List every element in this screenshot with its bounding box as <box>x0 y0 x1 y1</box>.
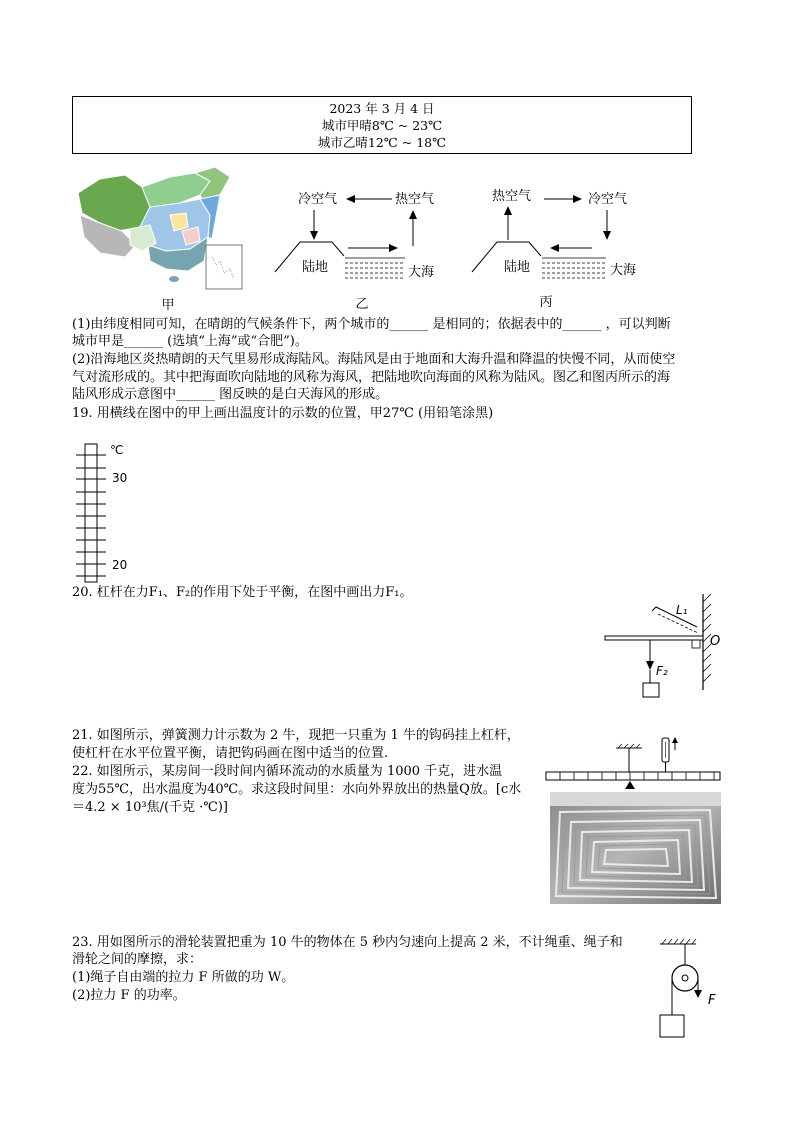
fulcrum-triangle <box>625 781 635 789</box>
q23-sub1: (1)绳子自由端的拉力 F 所做的功 W。 <box>72 970 295 985</box>
sea-breeze-figure-bing <box>464 180 654 312</box>
thermometer-figure <box>70 440 140 586</box>
lever-figure-q20 <box>600 590 730 702</box>
weight-block <box>643 683 659 697</box>
yi-cold-air-label: 冷空气 <box>298 192 338 207</box>
q22-line2: 度为55℃，出水温度为40℃。求这段时间里：水向外界放出的热量Q放。[c水 <box>72 782 522 797</box>
bing-cold-air-label: 冷空气 <box>588 192 628 207</box>
q19-text: 19. 用横线在图中的甲上画出温度计的示数的位置，甲27℃ (用铅笔涂黑) <box>72 406 494 421</box>
china-map-figure <box>70 165 245 315</box>
q23-sub2: (2)拉力 F 的功率。 <box>72 988 186 1003</box>
weather-city-a: 城市甲晴8℃ ~ 23℃ <box>321 118 443 133</box>
q22-line1: 22. 如图所示，某房间一段时间内循环流动的水质量为 1000 千克，进水温 <box>72 764 503 779</box>
force-f-label: F <box>708 993 716 1008</box>
floor-heating-photo <box>550 792 721 904</box>
yi-land-label: 陆地 <box>302 260 329 275</box>
thermometer-unit: ℃ <box>110 443 124 457</box>
pulley-load-block <box>660 1015 684 1037</box>
q23-line2: 滑轮之间的摩擦，求： <box>72 952 203 967</box>
bing-land-label: 陆地 <box>504 260 531 275</box>
force-f2-label: F₂ <box>656 664 668 678</box>
lever-arm-l1 <box>652 607 697 627</box>
pulley-figure <box>652 934 732 1044</box>
right-angle-mark <box>692 640 700 648</box>
bing-sea-water <box>542 258 606 278</box>
q18-p2-line3: 陆风形成示意图中______ 图反映的是白天海风的形成。 <box>72 387 389 402</box>
thermometer-tick-20: 20 <box>112 558 128 572</box>
hainan-island <box>169 276 179 282</box>
q23-line1: 23. 用如图所示的滑轮装置把重为 10 牛的物体在 5 秒内匀速向上提高 2 米，不计绳重、绳子和 <box>72 935 623 950</box>
q18-p2-line1: (2)沿海地区炎热晴朗的天气里易形成海陆风。海陆风是由于地面和大海升温和降温的快慢不同，从而使空 <box>72 352 676 367</box>
weather-city-b: 城市乙晴12℃ ~ 18℃ <box>317 135 447 150</box>
q21-line1: 21. 如图所示，弹簧测力计示数为 2 牛，现把一只重为 1 牛的钩码挂上杠杆， <box>72 728 520 743</box>
yi-label: 乙 <box>355 297 369 312</box>
bing-sea-label: 大海 <box>610 263 637 278</box>
pivot-o-label: O <box>710 634 721 649</box>
thermometer-tick-30: 30 <box>112 471 128 485</box>
q20-text: 20. 杠杆在力F₁、F₂的作用下处于平衡，在图中画出力F₁。 <box>72 585 413 600</box>
weather-table <box>72 96 692 154</box>
thermometer-tube <box>85 444 97 582</box>
ruler-lever <box>546 772 720 780</box>
sea-breeze-figure-yi <box>270 180 450 312</box>
bing-label: 丙 <box>539 295 553 310</box>
jia-label: 甲 <box>161 298 175 313</box>
q22-line3: ＝4.2 × 10³焦/(千克 ·℃)] <box>72 800 228 815</box>
yi-sea-label: 大海 <box>408 265 435 280</box>
q18-p1-line1: (1)由纬度相同可知，在晴朗的气候条件下，两个城市的______ 是相同的；依据表中的______ ，可以判断 <box>72 317 671 332</box>
lever-bar <box>605 636 703 640</box>
lever-l1-label: L₁ <box>676 603 688 617</box>
south-sea-inset <box>206 245 242 289</box>
q21-line2: 使杠杆在水平位置平衡，请把钩码画在图中适当的位置. <box>72 746 389 761</box>
q18-p2-line2: 气对流形成的。其中把海面吹向陆地的风称为海风，把陆地吹向海面的风称为陆风。图乙和图丙所示的海 <box>72 370 671 385</box>
lever-spring-scale-figure <box>544 734 724 790</box>
q18-p1-line2: 城市甲是______ (选填“上海”或“合肥”)。 <box>72 334 308 349</box>
weather-date: 2023 年 3 月 4 日 <box>329 101 435 116</box>
yi-sea-water <box>345 258 405 278</box>
force-f-arrowhead <box>694 990 702 998</box>
bing-hot-air-label: 热空气 <box>492 189 532 204</box>
yi-hot-air-label: 热空气 <box>395 192 435 207</box>
